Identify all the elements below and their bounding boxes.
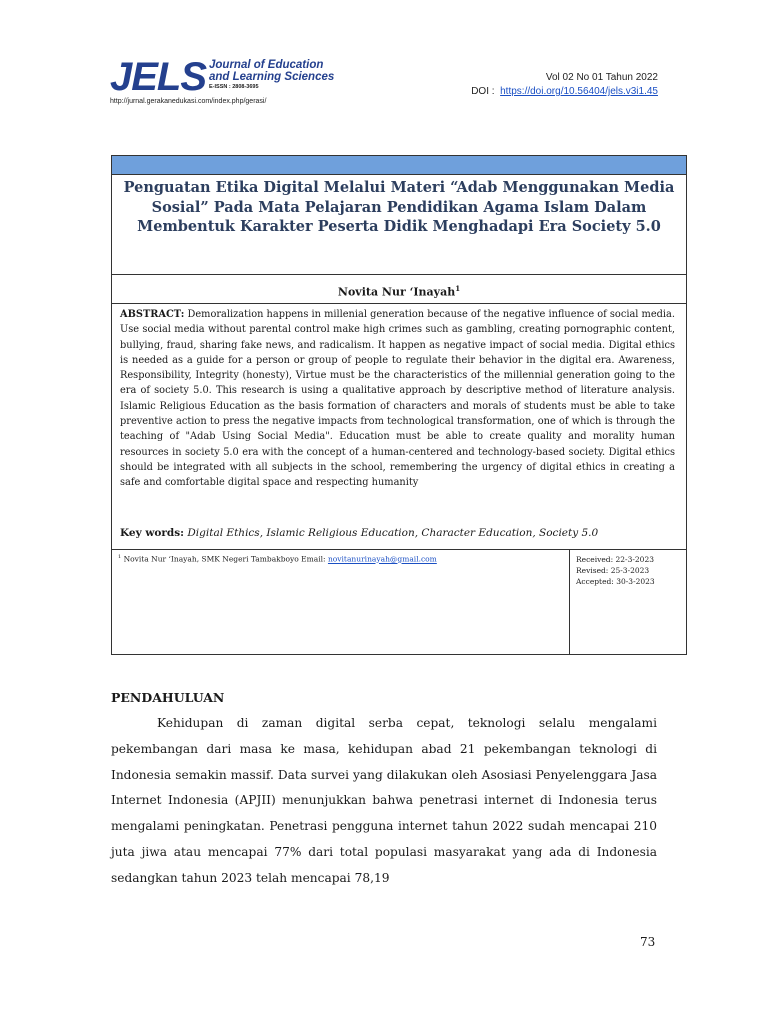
affiliation-text: Novita Nur ‘Inayah, SMK Negeri Tambakboyo Email: [123,554,326,564]
doi-label: DOI : [471,86,495,97]
keywords-text: Digital Ethics, Islamic Religious Education, Character Education, Society 5.0 [187,527,599,539]
title-line-2: Sosial” Pada Mata Pelajaran Pendidikan Agama Islam Dalam [151,198,647,216]
article-dates [576,554,655,587]
logo-name-line2: and Learning Sciences [209,71,335,83]
author-email-link[interactable]: novitanurinayah@gmail.com [327,554,437,564]
title-color-bar [112,156,686,175]
author-row [112,274,686,304]
doi-line [471,86,658,97]
title-line-3: Membentuk Karakter Peserta Didik Menghadapi Era Society 5.0 [137,218,661,235]
logo-issn: E-ISSN : 2808-3695 [209,84,259,90]
logo-name-line1: Journal of Education [209,59,324,71]
title-line-1: Penguatan Etika Digital Melalui Materi “Adab Menggunakan Media [123,179,675,196]
article-footer-row [112,549,686,654]
body-paragraph [111,711,657,892]
affiliation-footnote-mark: 1 [118,554,122,560]
keywords [120,527,680,539]
abstract-label: ABSTRACT: [120,309,185,320]
accepted-date: Accepted: 30-3-2023 [576,577,655,586]
author-footnote-mark: 1 [455,284,461,293]
doi-link[interactable]: https://doi.org/10.56404/jels.v3i1.45 [500,86,658,97]
page-number: 73 [640,935,656,949]
abstract-text: Demoralization happens in millenial generation because of the negative influence of social media. Use social media without parental control make high crimes such as gambling, creating pornographic content, bullying, fraud, sharing fake news, and radicalism. It happen as negative impact of social media. Digital ethics is needed as a guide for a person or group of people to regulate their behavior in the digital era. Awareness, Responsibility, Integrity (honesty), Virtue must be the characteristics of the millennial generation going to the era of society 5.0. This research is using a qualitative approach by descriptive method of literature analysis. Islamic Religious Education as the basis formation of characters and morals of students must be able to take preventive action to press the negative impacts from technological transformation, one of which is through the teaching of "Adab Using Social Media". Education must be able to create quality and morality human resources in society 5.0 era with the concept of a human-centered and technology-based society. Digital ethics should be integrated with all subjects in the school, remembering the urgency of digital ethics in creating a safe and comfortable digital space and respecting humanity [120,309,676,489]
article-info-box [111,155,687,655]
author-affiliation [118,554,437,564]
section-heading: PENDAHULUAN [111,690,225,705]
journal-logo [110,56,340,98]
abstract [120,307,675,491]
logo-mark: JELS [110,55,207,99]
volume-info: Vol 02 No 01 Tahun 2022 [545,72,658,83]
author-name-text: Novita Nur ‘Inayah [337,285,456,299]
article-title [112,178,686,237]
footer-divider [569,550,570,655]
keywords-label: Key words: [120,527,185,539]
received-date: Received: 22-3-2023 [576,555,654,564]
journal-url[interactable]: http://jurnal.gerakanedukasi.com/index.php/gerasi/ [110,98,267,105]
author-name [112,284,686,299]
revised-date: Revised: 25-3-2023 [576,566,650,575]
logo-journal-name [209,59,344,83]
body-paragraph-text: Kehidupan di zaman digital serba cepat, teknologi selalu mengalami pekembangan dari masa ke masa, kehidupan abad 21 pekembangan teknologi di Indonesia semakin massif. Data survei yang dilakukan oleh Asosiasi Penyelenggara Jasa Internet Indonesia (APJII) menunjukkan bahwa penetrasi internet di Indonesia terus mengalami peningkatan. Penetrasi pengguna internet tahun 2022 sudah mencapai 210 juta jiwa atau mencapai 77% dari total populasi masyarakat yang ada di Indonesia sedangkan tahun 2023 telah mencapai 78,19 [111,716,657,885]
